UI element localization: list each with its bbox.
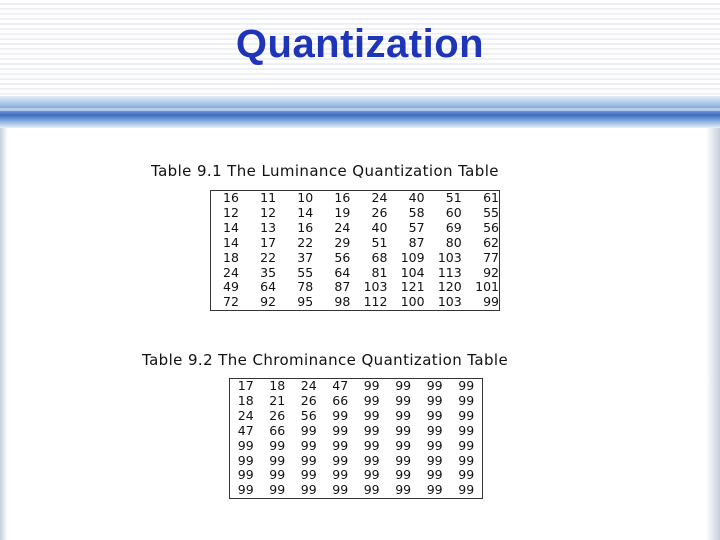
table-cell: 99 <box>363 392 380 408</box>
table-cell: 11 <box>260 190 277 205</box>
table-cell: 99 <box>458 422 475 438</box>
table-cell: 37 <box>297 249 314 265</box>
table-cell: 57 <box>408 219 425 235</box>
table-cell: 77 <box>483 249 499 265</box>
table-cell: 120 <box>437 279 462 295</box>
table-cell: 40 <box>371 219 388 235</box>
table-cell: 99 <box>363 437 380 453</box>
table-cell: 55 <box>297 264 314 280</box>
table-cell: 51 <box>371 234 388 250</box>
title-divider-bar <box>0 96 720 128</box>
table-cell: 49 <box>223 279 239 295</box>
table-cell: 99 <box>363 407 380 423</box>
table-cell: 99 <box>458 452 475 468</box>
table-cell: 22 <box>297 234 314 250</box>
table-cell: 121 <box>400 279 425 295</box>
table-cell: 56 <box>483 219 499 235</box>
table-row <box>211 206 500 221</box>
table-cell: 99 <box>395 452 412 468</box>
table-cell: 99 <box>426 392 443 408</box>
table-cell: 99 <box>458 467 475 483</box>
table-cell: 47 <box>332 378 349 393</box>
table-cell: 99 <box>458 482 475 498</box>
table-row <box>230 483 483 498</box>
table-cell: 26 <box>269 407 286 423</box>
table-cell: 99 <box>395 437 412 453</box>
table-cell: 103 <box>437 294 462 310</box>
table-row <box>230 468 483 483</box>
table-cell: 98 <box>334 294 351 310</box>
table-row <box>211 191 500 206</box>
table-cell: 18 <box>269 378 286 393</box>
table-cell: 99 <box>426 378 443 393</box>
table-cell: 99 <box>395 422 412 438</box>
table-row <box>211 251 500 266</box>
table-cell: 99 <box>269 467 286 483</box>
table-cell: 99 <box>300 467 317 483</box>
table-row <box>230 409 483 424</box>
table-cell: 14 <box>223 234 239 250</box>
table-cell: 99 <box>332 437 349 453</box>
table-cell: 92 <box>260 294 277 310</box>
table-cell: 24 <box>237 407 254 423</box>
table-cell: 99 <box>237 482 254 498</box>
table-cell: 99 <box>458 392 475 408</box>
table-cell: 99 <box>426 437 443 453</box>
table-cell: 99 <box>269 452 286 468</box>
table-cell: 99 <box>237 467 254 483</box>
table-cell: 78 <box>297 279 314 295</box>
table-cell: 80 <box>445 234 462 250</box>
table-cell: 24 <box>300 378 317 393</box>
table-row <box>211 295 500 310</box>
table-cell: 99 <box>483 294 499 310</box>
table-cell: 29 <box>334 234 351 250</box>
table-cell: 61 <box>483 190 499 205</box>
table-cell: 99 <box>426 422 443 438</box>
table-cell: 56 <box>334 249 351 265</box>
chrominance-quantization-table <box>229 378 483 499</box>
table-cell: 16 <box>297 219 314 235</box>
table-cell: 99 <box>300 422 317 438</box>
table-cell: 66 <box>269 422 286 438</box>
table-cell: 99 <box>269 482 286 498</box>
table-cell: 99 <box>237 437 254 453</box>
table-cell: 103 <box>363 279 388 295</box>
table-row <box>230 394 483 409</box>
table-cell: 56 <box>300 407 317 423</box>
table-cell: 81 <box>371 264 388 280</box>
left-edge-shade <box>0 128 8 540</box>
table-row <box>230 439 483 454</box>
table-cell: 100 <box>400 294 425 310</box>
table-cell: 13 <box>260 219 277 235</box>
table-cell: 24 <box>334 219 351 235</box>
table-row <box>211 266 500 281</box>
table-cell: 99 <box>300 452 317 468</box>
table-cell: 72 <box>223 294 239 310</box>
table-cell: 99 <box>363 452 380 468</box>
table-cell: 87 <box>334 279 351 295</box>
table-cell: 99 <box>395 378 412 393</box>
table-cell: 99 <box>458 407 475 423</box>
table-cell: 64 <box>334 264 351 280</box>
table-cell: 14 <box>297 204 314 220</box>
table-cell: 35 <box>260 264 277 280</box>
table-cell: 26 <box>371 204 388 220</box>
table-cell: 99 <box>363 422 380 438</box>
table-cell: 103 <box>437 249 462 265</box>
table-cell: 99 <box>395 392 412 408</box>
table-cell: 104 <box>400 264 425 280</box>
table-cell: 21 <box>269 392 286 408</box>
table-cell: 99 <box>426 407 443 423</box>
table-cell: 69 <box>445 219 462 235</box>
table-cell: 24 <box>223 264 239 280</box>
table-cell: 12 <box>223 204 239 220</box>
table-cell: 47 <box>237 422 254 438</box>
table-cell: 17 <box>237 378 254 393</box>
table-cell: 68 <box>371 249 388 265</box>
table-cell: 51 <box>445 190 462 205</box>
table-cell: 40 <box>408 190 425 205</box>
luminance-quantization-table <box>210 190 500 311</box>
luminance-table-caption: Table 9.1 The Luminance Quantization Table <box>151 162 499 180</box>
table-cell: 99 <box>363 378 380 393</box>
table-cell: 16 <box>334 190 351 205</box>
table-cell: 112 <box>363 294 388 310</box>
table-cell: 18 <box>237 392 254 408</box>
table-cell: 99 <box>458 378 475 393</box>
table-cell: 99 <box>332 422 349 438</box>
table-cell: 64 <box>260 279 277 295</box>
table-cell: 66 <box>332 392 349 408</box>
table-cell: 113 <box>437 264 462 280</box>
table-cell: 99 <box>332 407 349 423</box>
title-divider-highlight <box>0 108 720 111</box>
table-cell: 16 <box>223 190 239 205</box>
table-cell: 92 <box>483 264 499 280</box>
table-row <box>230 424 483 439</box>
table-cell: 12 <box>260 204 277 220</box>
table-cell: 60 <box>445 204 462 220</box>
table-cell: 99 <box>458 437 475 453</box>
table-row <box>211 236 500 251</box>
table-cell: 99 <box>395 407 412 423</box>
table-cell: 62 <box>483 234 499 250</box>
table-cell: 99 <box>237 452 254 468</box>
table-cell: 99 <box>395 482 412 498</box>
table-cell: 24 <box>371 190 388 205</box>
table-row <box>211 280 500 295</box>
chrominance-table-caption: Table 9.2 The Chrominance Quantization Table <box>142 351 509 369</box>
table-cell: 95 <box>297 294 314 310</box>
table-cell: 19 <box>334 204 351 220</box>
table-cell: 99 <box>363 467 380 483</box>
table-row <box>230 379 483 394</box>
table-cell: 99 <box>332 467 349 483</box>
table-row <box>211 221 500 236</box>
table-cell: 101 <box>475 279 499 295</box>
table-cell: 99 <box>426 452 443 468</box>
table-cell: 87 <box>408 234 425 250</box>
table-cell: 99 <box>332 452 349 468</box>
table-cell: 99 <box>395 467 412 483</box>
table-cell: 99 <box>269 437 286 453</box>
right-edge-shade <box>706 128 720 540</box>
table-cell: 18 <box>223 249 239 265</box>
table-cell: 55 <box>483 204 499 220</box>
table-cell: 99 <box>426 482 443 498</box>
table-cell: 109 <box>400 249 425 265</box>
table-cell: 99 <box>332 482 349 498</box>
table-cell: 58 <box>408 204 425 220</box>
table-cell: 10 <box>297 190 314 205</box>
table-cell: 26 <box>300 392 317 408</box>
table-cell: 14 <box>223 219 239 235</box>
table-cell: 99 <box>426 467 443 483</box>
table-cell: 99 <box>363 482 380 498</box>
table-cell: 99 <box>300 482 317 498</box>
table-row <box>230 454 483 469</box>
table-cell: 22 <box>260 249 277 265</box>
table-cell: 99 <box>300 437 317 453</box>
table-cell: 17 <box>260 234 277 250</box>
slide-title: Quantization <box>235 22 485 66</box>
